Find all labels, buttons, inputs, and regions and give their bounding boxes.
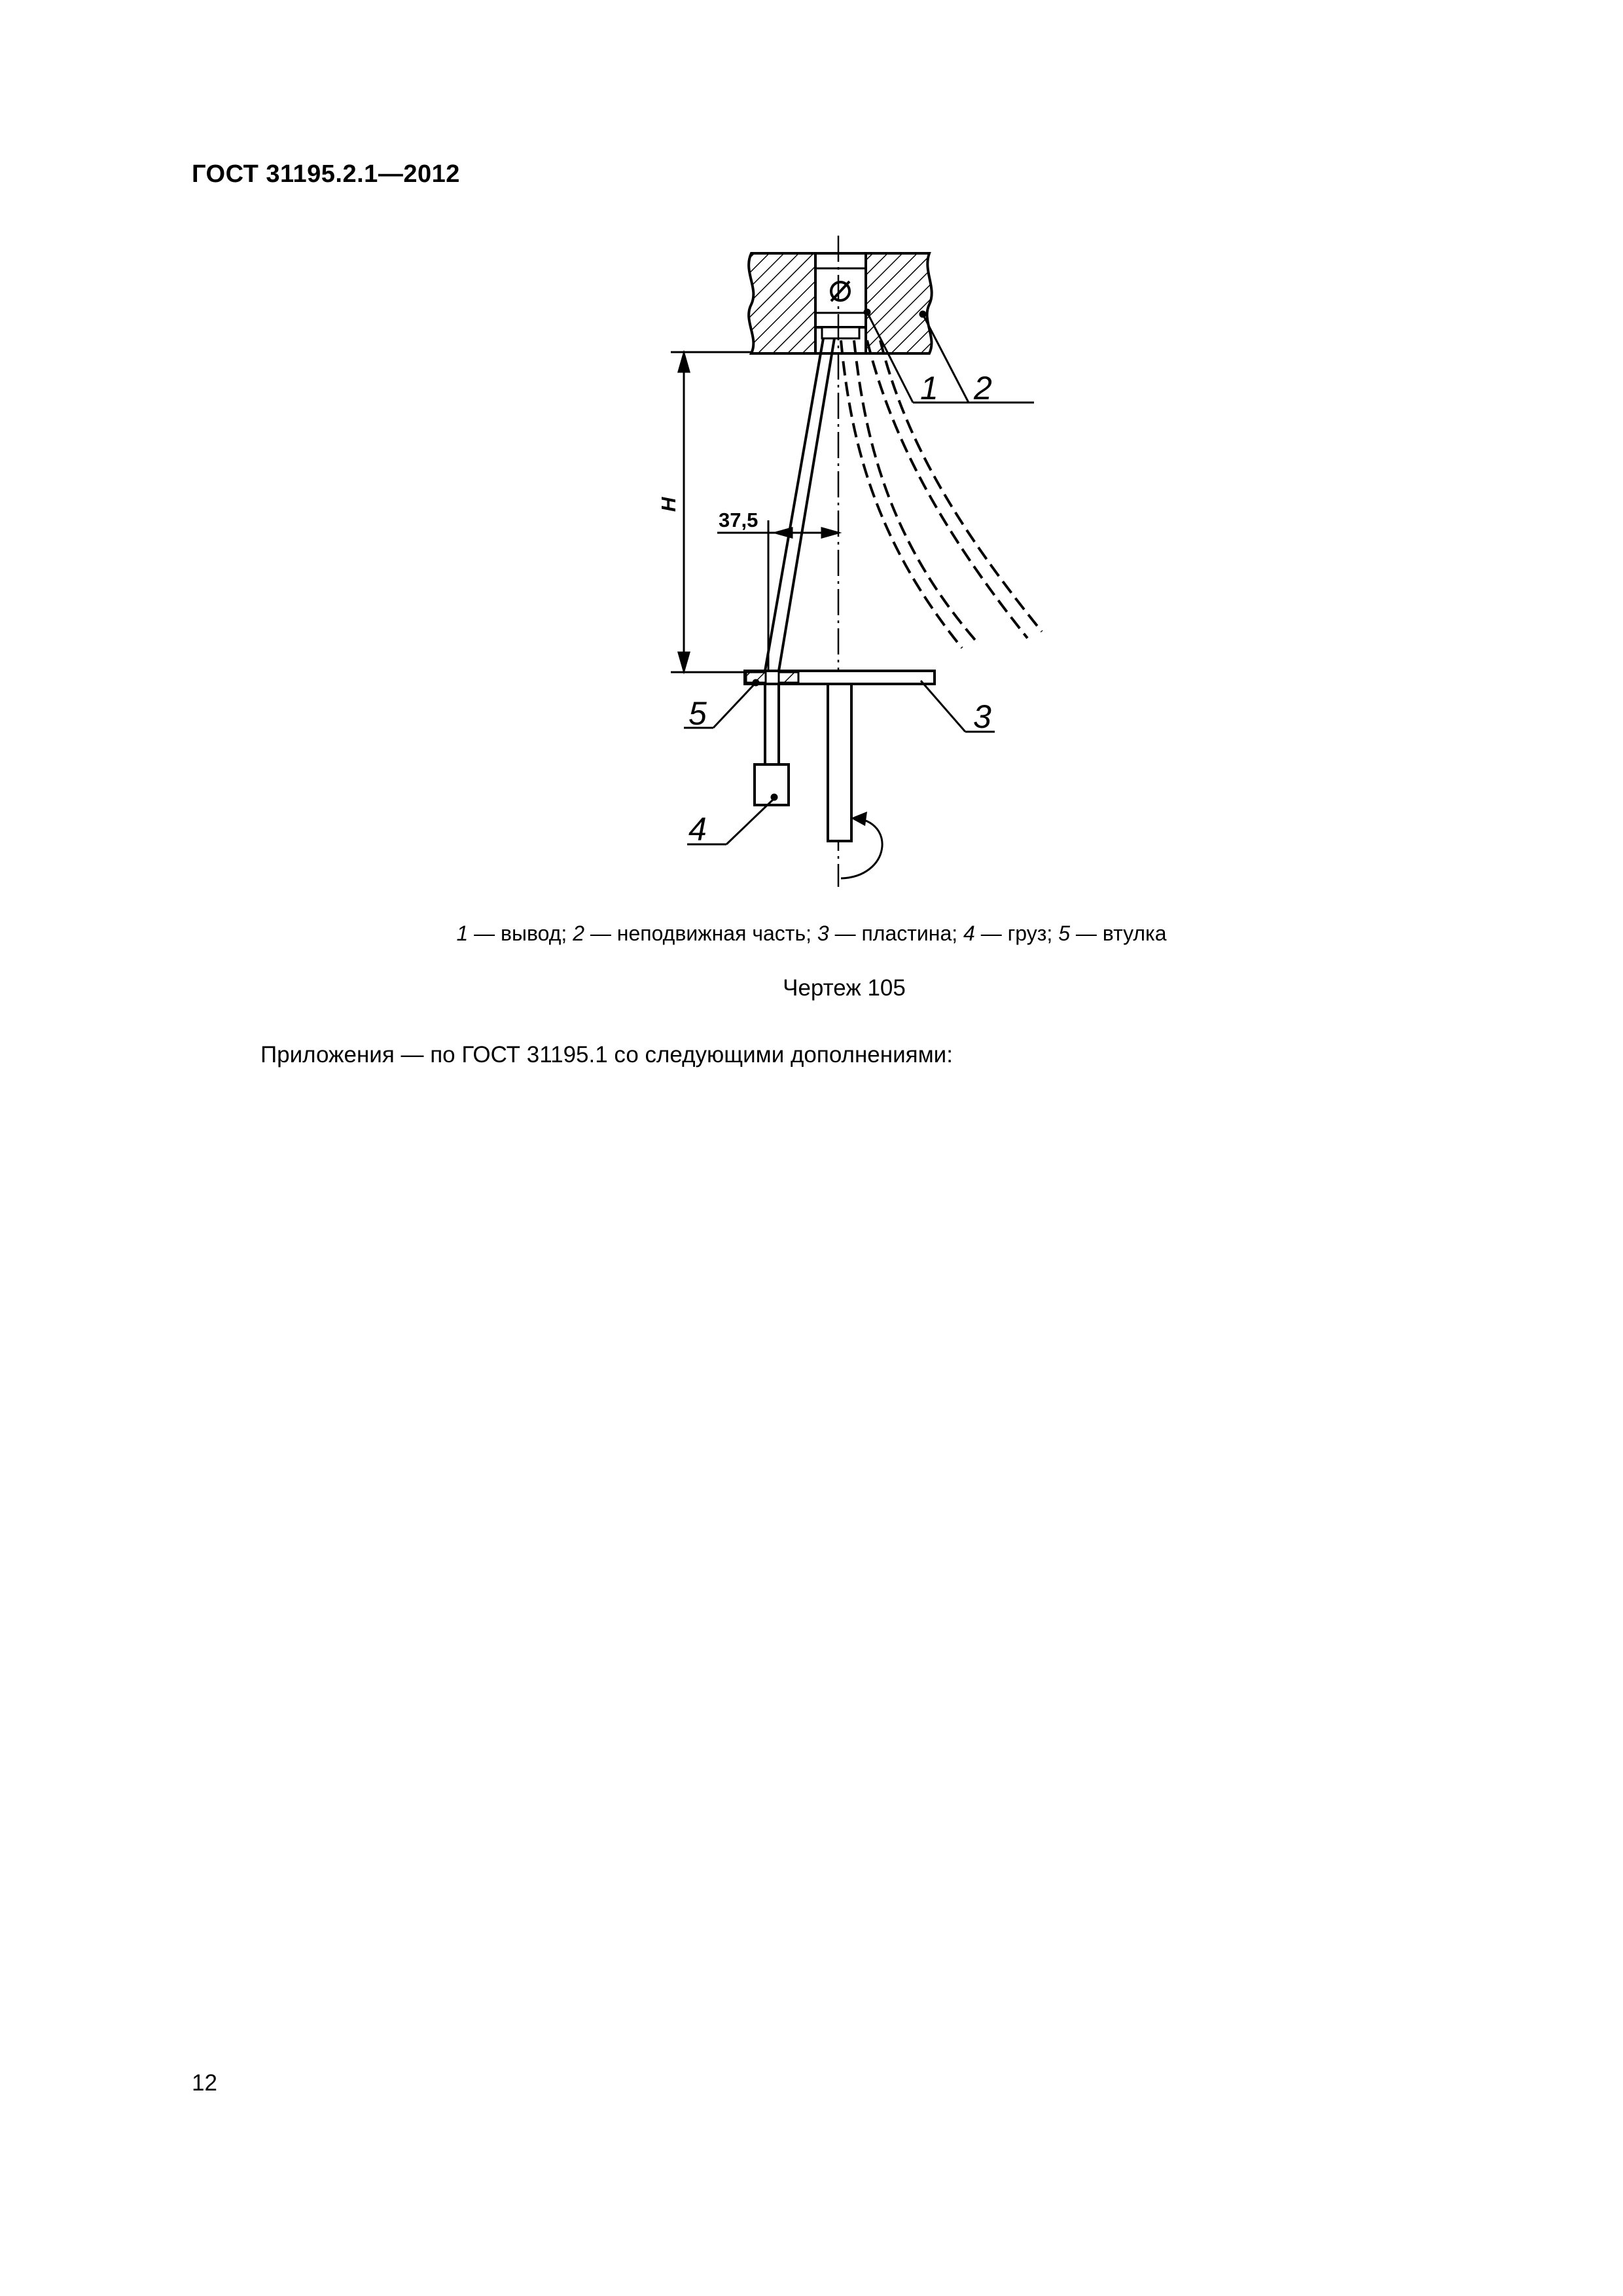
lead-wire	[765, 338, 834, 671]
callout-3: 3	[973, 698, 991, 735]
legend-text-5: — втулка	[1069, 922, 1167, 945]
legend-num-5: 5	[1058, 922, 1070, 945]
callout-5: 5	[688, 695, 707, 732]
page-number: 12	[192, 2070, 217, 2096]
fixed-part	[749, 253, 932, 353]
body-paragraph: Приложения — по ГОСТ 31195.1 со следующими дополнениями:	[260, 1042, 953, 1067]
legend-num-1: 1	[456, 922, 469, 945]
callout-1: 1	[920, 370, 938, 406]
shaft	[828, 684, 851, 841]
callout-4: 4	[688, 811, 707, 848]
document-header: ГОСТ 31195.2.1—2012	[192, 160, 460, 188]
legend-text-3: — пластина;	[829, 922, 964, 945]
legend-text-1: — вывод;	[468, 922, 573, 945]
dimension-offset-label: 37,5	[719, 509, 758, 531]
figure-title: Чертеж 105	[783, 975, 906, 1001]
legend-num-4: 4	[963, 922, 975, 945]
legend-text-2: — неподвижная часть;	[584, 922, 817, 945]
figure-legend	[0, 922, 1623, 946]
technical-drawing	[0, 0, 1623, 916]
legend-text-4: — груз;	[974, 922, 1059, 945]
dimension-h-label: H	[657, 497, 680, 512]
plate	[745, 671, 935, 684]
callout-2: 2	[974, 370, 992, 406]
weight	[755, 684, 789, 805]
wire-swing-positions	[841, 340, 1042, 648]
legend-num-3: 3	[817, 922, 829, 945]
legend-num-2: 2	[573, 922, 584, 945]
